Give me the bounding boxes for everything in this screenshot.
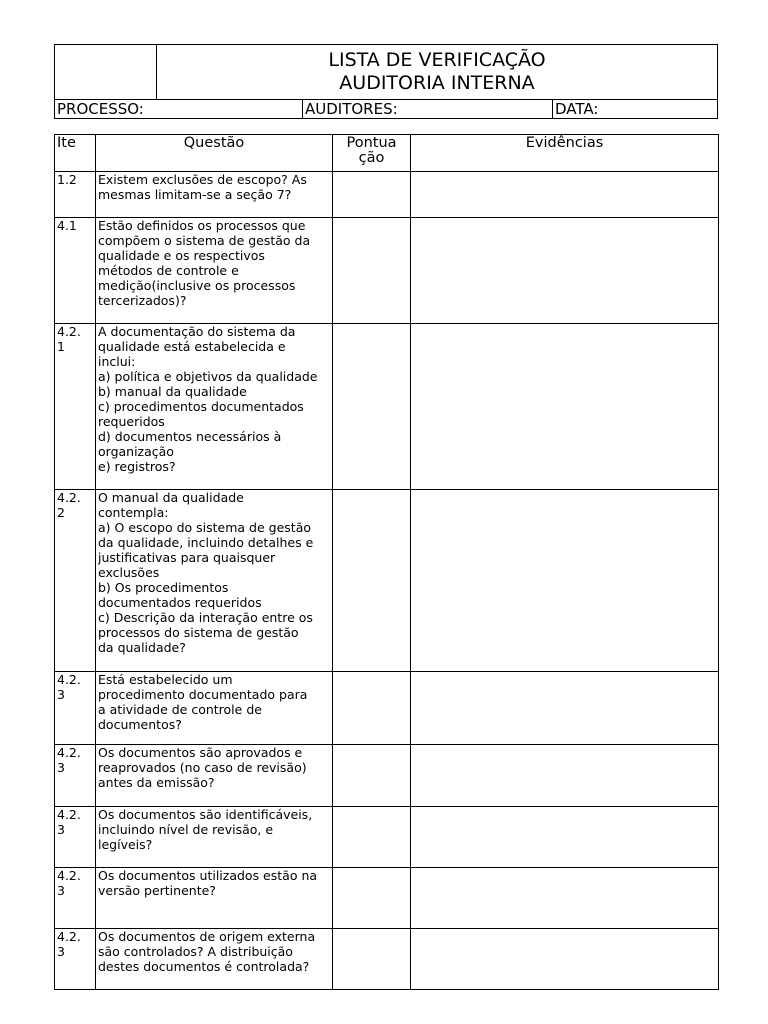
- evidence-cell[interactable]: [411, 807, 719, 868]
- score-cell[interactable]: [333, 324, 411, 490]
- title-box: [54, 44, 718, 99]
- score-cell[interactable]: [333, 868, 411, 929]
- score-cell[interactable]: [333, 745, 411, 807]
- auditores-label: AUDITORES:: [305, 100, 398, 118]
- table-row: [55, 745, 719, 807]
- table-row: [55, 218, 719, 324]
- question-text: Existem exclusões de escopo? As mesmas limitam-se a seção 7?: [96, 172, 333, 218]
- item-number: 4.2. 1: [55, 324, 96, 490]
- table-row: [55, 868, 719, 929]
- question-text: Os documentos de origem externa são controlados? A distribuição destes documentos é controlada?: [96, 929, 333, 990]
- document-title: [157, 49, 717, 95]
- score-cell[interactable]: [333, 490, 411, 672]
- evidence-cell[interactable]: [411, 490, 719, 672]
- title-line-1: LISTA DE VERIFICAÇÃO: [328, 49, 546, 71]
- evidence-cell[interactable]: [411, 745, 719, 807]
- title-line-2: AUDITORIA INTERNA: [339, 72, 535, 94]
- question-text: Está estabelecido um procedimento documentado para a atividade de controle de documentos?: [96, 672, 333, 745]
- item-number: 4.2. 2: [55, 490, 96, 672]
- item-number: 4.1: [55, 218, 96, 324]
- table-row: [55, 929, 719, 990]
- item-number: 4.2. 3: [55, 672, 96, 745]
- question-text: A documentação do sistema da qualidade está estabelecida e inclui: a) política e objetivos da qualidade b) manual da qualidade c) procedimentos documentados requeridos d) documentos necessários à organização e) registros?: [96, 324, 333, 490]
- table-row: [55, 807, 719, 868]
- header-item: Ite: [55, 135, 96, 172]
- logo-placeholder: [55, 45, 157, 99]
- evidence-cell[interactable]: [411, 172, 719, 218]
- item-number: 1.2: [55, 172, 96, 218]
- processo-field[interactable]: [55, 100, 303, 118]
- info-row: [54, 99, 718, 119]
- data-label: DATA:: [555, 100, 599, 118]
- score-cell[interactable]: [333, 172, 411, 218]
- data-field[interactable]: [553, 100, 717, 118]
- auditores-field[interactable]: [303, 100, 553, 118]
- checklist-table: [54, 134, 719, 990]
- question-text: Os documentos utilizados estão na versão pertinente?: [96, 868, 333, 929]
- evidence-cell[interactable]: [411, 929, 719, 990]
- item-number: 4.2. 3: [55, 807, 96, 868]
- evidence-cell[interactable]: [411, 672, 719, 745]
- score-cell[interactable]: [333, 929, 411, 990]
- header-questao: Questão: [96, 135, 333, 172]
- header-pontuacao: Pontua ção: [333, 135, 411, 172]
- header-evidencias: Evidências: [411, 135, 719, 172]
- score-cell[interactable]: [333, 672, 411, 745]
- evidence-cell[interactable]: [411, 324, 719, 490]
- question-text: Os documentos são identificáveis, incluindo nível de revisão, e legíveis?: [96, 807, 333, 868]
- score-cell[interactable]: [333, 218, 411, 324]
- table-row: [55, 324, 719, 490]
- question-text: Os documentos são aprovados e reaprovados (no caso de revisão) antes da emissão?: [96, 745, 333, 807]
- item-number: 4.2. 3: [55, 868, 96, 929]
- table-header-row: [55, 135, 719, 172]
- score-cell[interactable]: [333, 807, 411, 868]
- evidence-cell[interactable]: [411, 868, 719, 929]
- item-number: 4.2. 3: [55, 745, 96, 807]
- table-row: [55, 172, 719, 218]
- question-text: Estão definidos os processos que compõem o sistema de gestão da qualidade e os respectivos métodos de controle e medição(inclusive os processos tercerizados)?: [96, 218, 333, 324]
- item-number: 4.2. 3: [55, 929, 96, 990]
- table-row: [55, 490, 719, 672]
- processo-label: PROCESSO:: [57, 100, 144, 118]
- table-row: [55, 672, 719, 745]
- question-text: O manual da qualidade contempla: a) O escopo do sistema de gestão da qualidade, incluindo detalhes e justificativas para quaisquer exclusões b) Os procedimentos documentados requeridos c) Descrição da interação entre os processos do sistema de gestão da qualidade?: [96, 490, 333, 672]
- document-header: [54, 44, 718, 120]
- evidence-cell[interactable]: [411, 218, 719, 324]
